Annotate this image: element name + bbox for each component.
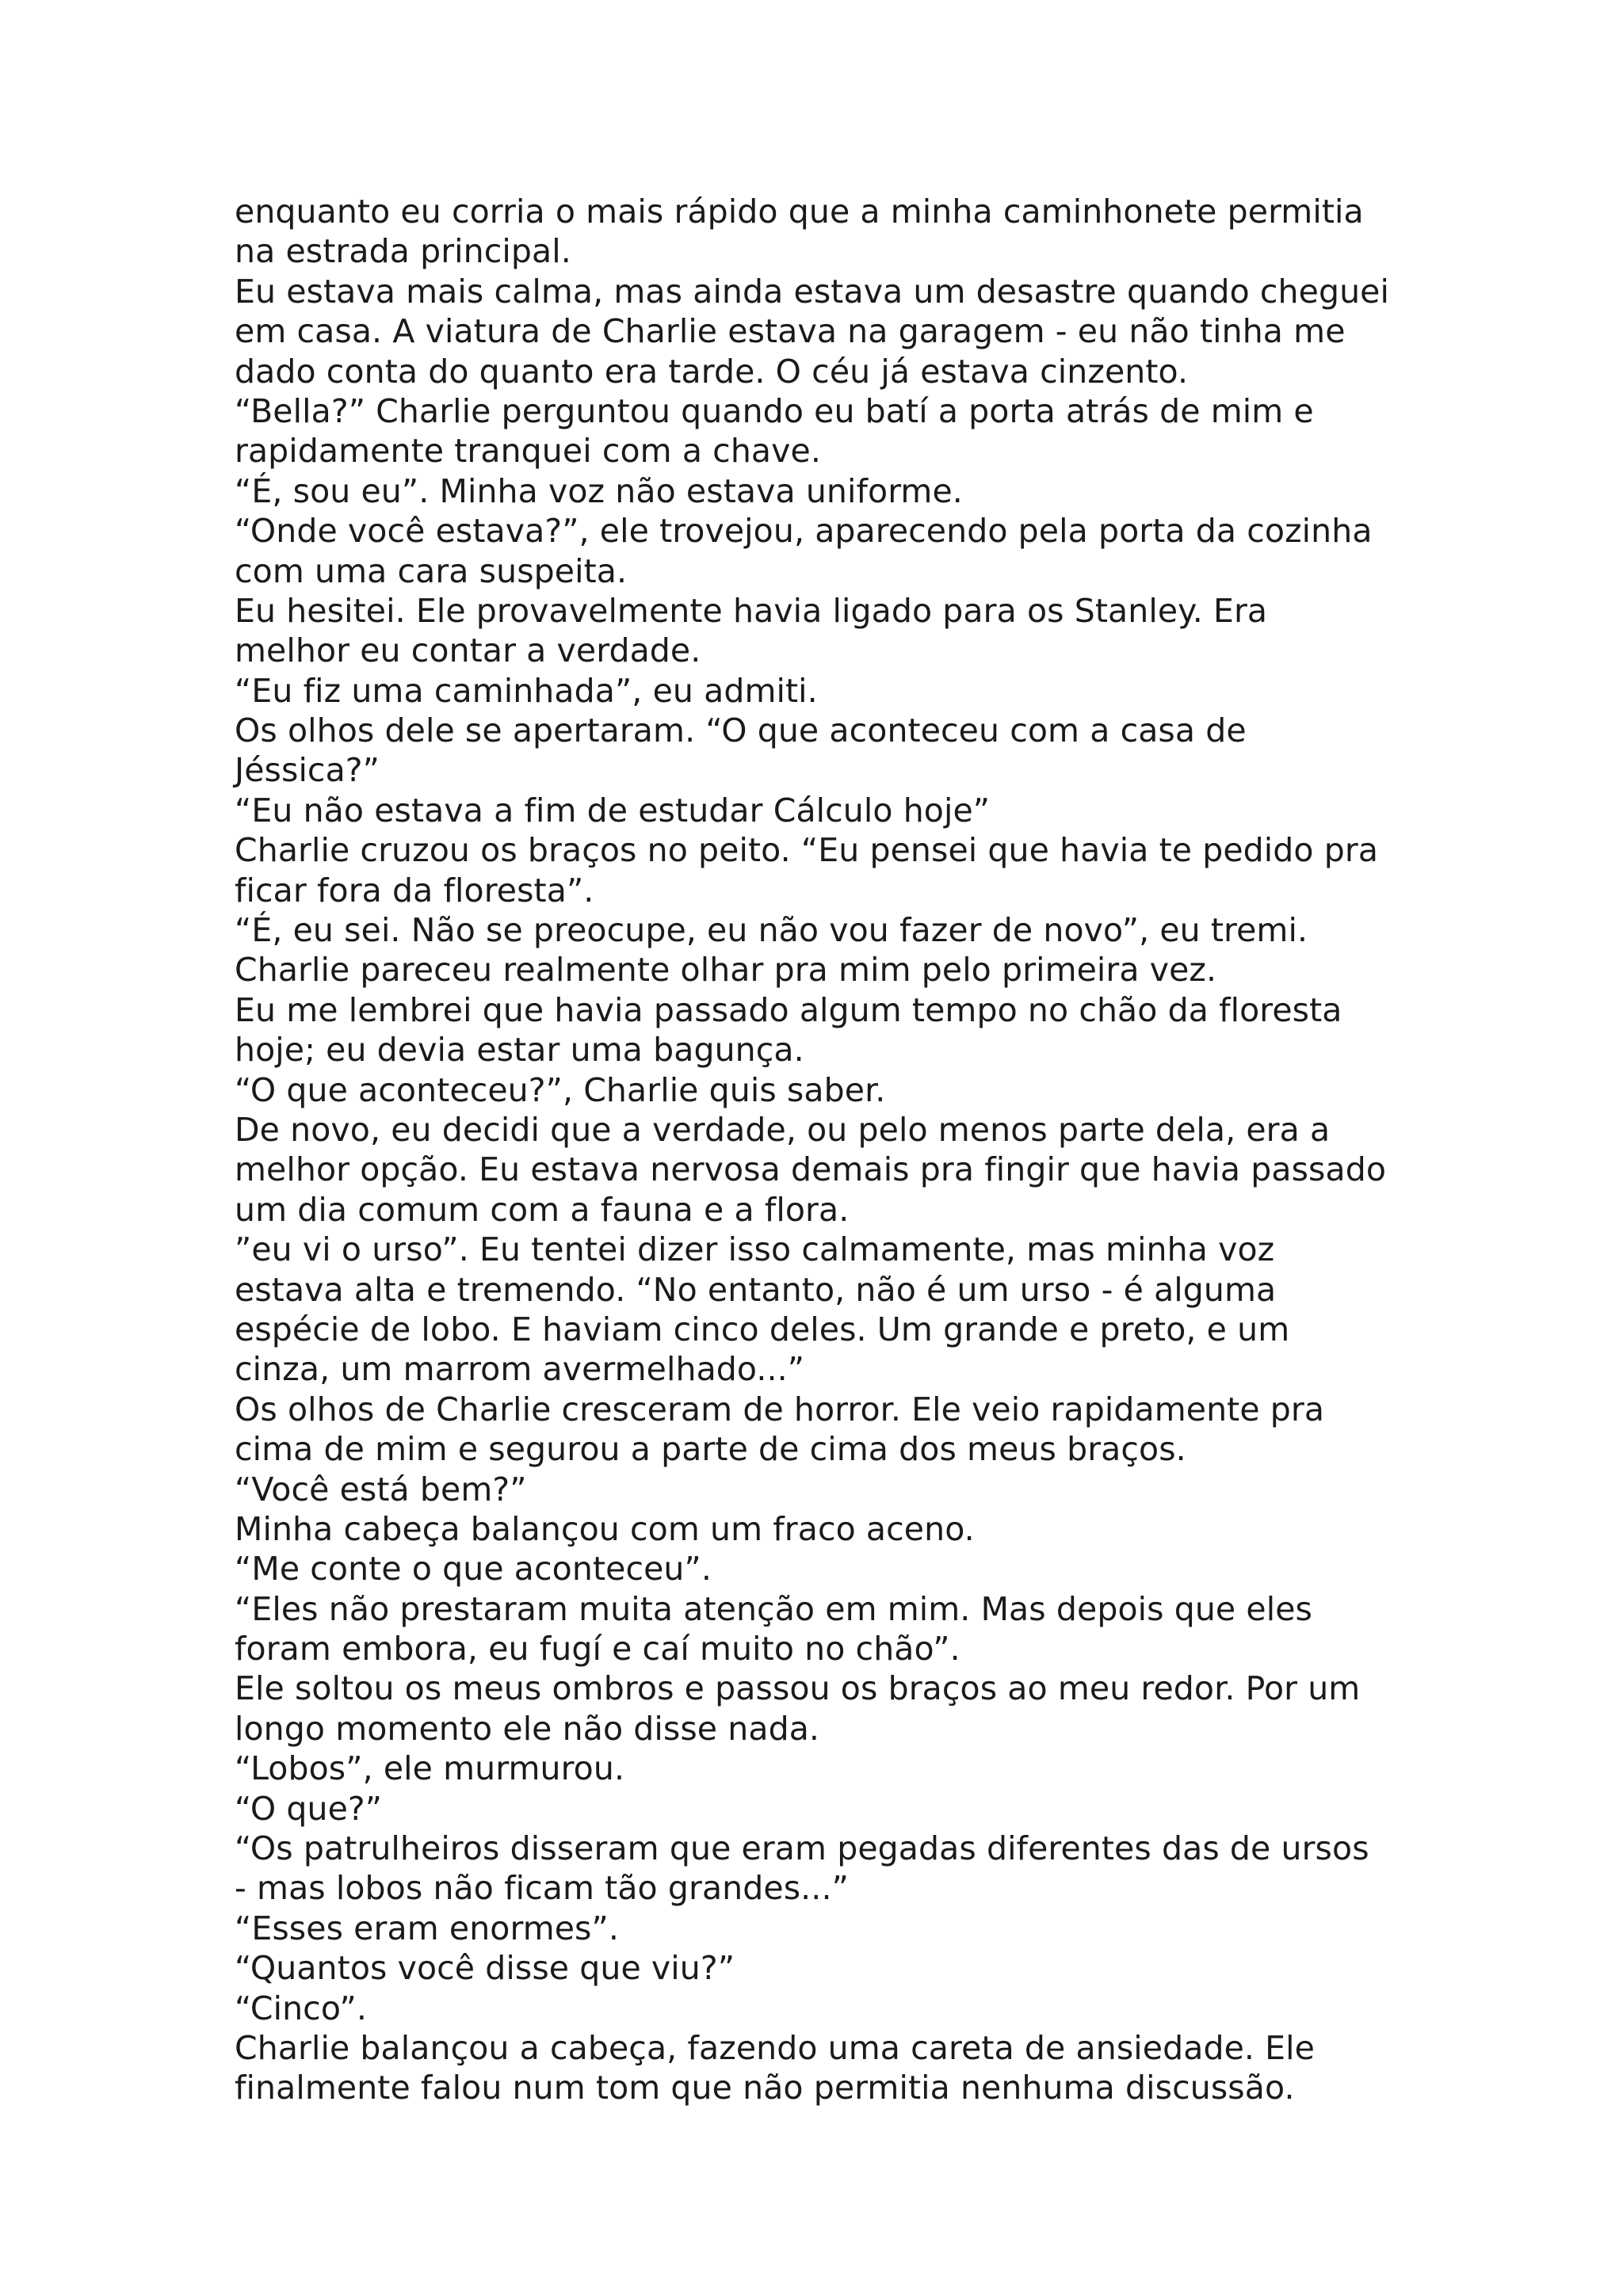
text-line: Os olhos dele se apertaram. “O que aconteceu com a casa de <box>235 711 1247 750</box>
text-line: “Eu não estava a fim de estudar Cálculo hoje” <box>235 791 991 830</box>
body-text <box>235 192 1439 2108</box>
text-line: “Eu fiz uma caminhada”, eu admiti. <box>235 671 818 710</box>
text-line: “Você está bem?” <box>235 1470 527 1508</box>
text-line: um dia comum com a fauna e a flora. <box>235 1190 850 1229</box>
text-line: na estrada principal. <box>235 232 571 271</box>
text-line: melhor opção. Eu estava nervosa demais pra fingir que havia passado <box>235 1150 1387 1189</box>
text-line: finalmente falou num tom que não permitia nenhuma discussão. <box>235 2069 1295 2107</box>
text-line: “O que?” <box>235 1789 383 1828</box>
text-line: Charlie cruzou os braços no peito. “Eu pensei que havia te pedido pra <box>235 831 1379 870</box>
text-line: longo momento ele não disse nada. <box>235 1709 820 1748</box>
text-line: hoje; eu devia estar uma bagunça. <box>235 1031 804 1070</box>
text-line: Charlie balançou a cabeça, fazendo uma careta de ansiedade. Ele <box>235 2028 1315 2067</box>
text-line: “Cinco”. <box>235 1989 368 2027</box>
text-line: “Os patrulheiros disseram que eram pegadas diferentes das de ursos <box>235 1829 1369 1868</box>
text-line: melhor eu contar a verdade. <box>235 631 701 670</box>
text-line: Minha cabeça balançou com um fraco aceno. <box>235 1509 975 1548</box>
text-line: foram embora, eu fugí e caí muito no chão”. <box>235 1630 960 1669</box>
text-line: Charlie pareceu realmente olhar pra mim pelo primeira vez. <box>235 951 1217 990</box>
text-line: Ele soltou os meus ombros e passou os braços ao meu redor. Por um <box>235 1669 1361 1708</box>
text-line: ”eu vi o urso”. Eu tentei dizer isso calmamente, mas minha voz <box>235 1230 1275 1269</box>
text-line: Eu hesitei. Ele provavelmente havia ligado para os Stanley. Era <box>235 591 1268 630</box>
text-line: Eu me lembrei que havia passado algum tempo no chão da floresta <box>235 990 1342 1029</box>
text-line: “Lobos”, ele murmurou. <box>235 1749 625 1788</box>
text-line: De novo, eu decidi que a verdade, ou pelo menos parte dela, era a <box>235 1110 1331 1149</box>
text-line: dado conta do quanto era tarde. O céu já estava cinzento. <box>235 352 1189 391</box>
text-line: - mas lobos não ficam tão grandes...” <box>235 1869 849 1908</box>
text-line: estava alta e tremendo. “No entanto, não é um urso - é alguma <box>235 1270 1277 1309</box>
text-line: enquanto eu corria o mais rápido que a minha caminhonete permitia <box>235 193 1364 231</box>
text-line: cinza, um marrom avermelhado...” <box>235 1350 805 1389</box>
text-line: “Eles não prestaram muita atenção em mim. Mas depois que eles <box>235 1589 1312 1628</box>
text-line: “O que aconteceu?”, Charlie quis saber. <box>235 1070 886 1109</box>
text-line: “Onde você estava?”, ele trovejou, aparecendo pela porta da cozinha <box>235 512 1373 551</box>
text-line: “É, sou eu”. Minha voz não estava uniforme. <box>235 471 963 510</box>
text-line: “Me conte o que aconteceu”. <box>235 1550 712 1589</box>
text-line: “Bella?” Charlie perguntou quando eu batí a porta atrás de mim e <box>235 391 1314 430</box>
text-line: cima de mim e segurou a parte de cima dos meus braços. <box>235 1430 1186 1469</box>
text-line: “Quantos você disse que viu?” <box>235 1949 735 1988</box>
text-line: em casa. A viatura de Charlie estava na garagem - eu não tinha me <box>235 312 1346 351</box>
text-line: com uma cara suspeita. <box>235 551 628 590</box>
text-line: ficar fora da floresta”. <box>235 871 594 910</box>
text-line: rapidamente tranquei com a chave. <box>235 432 821 471</box>
text-line: Jéssica?” <box>235 751 380 790</box>
text-line: “É, eu sei. Não se preocupe, eu não vou fazer de novo”, eu tremi. <box>235 911 1308 950</box>
text-line: Eu estava mais calma, mas ainda estava um desastre quando cheguei <box>235 272 1389 311</box>
text-line: “Esses eram enormes”. <box>235 1909 619 1947</box>
text-line: Os olhos de Charlie cresceram de horror. Ele veio rapidamente pra <box>235 1390 1325 1428</box>
text-line: espécie de lobo. E haviam cinco deles. Um grande e preto, e um <box>235 1310 1290 1348</box>
